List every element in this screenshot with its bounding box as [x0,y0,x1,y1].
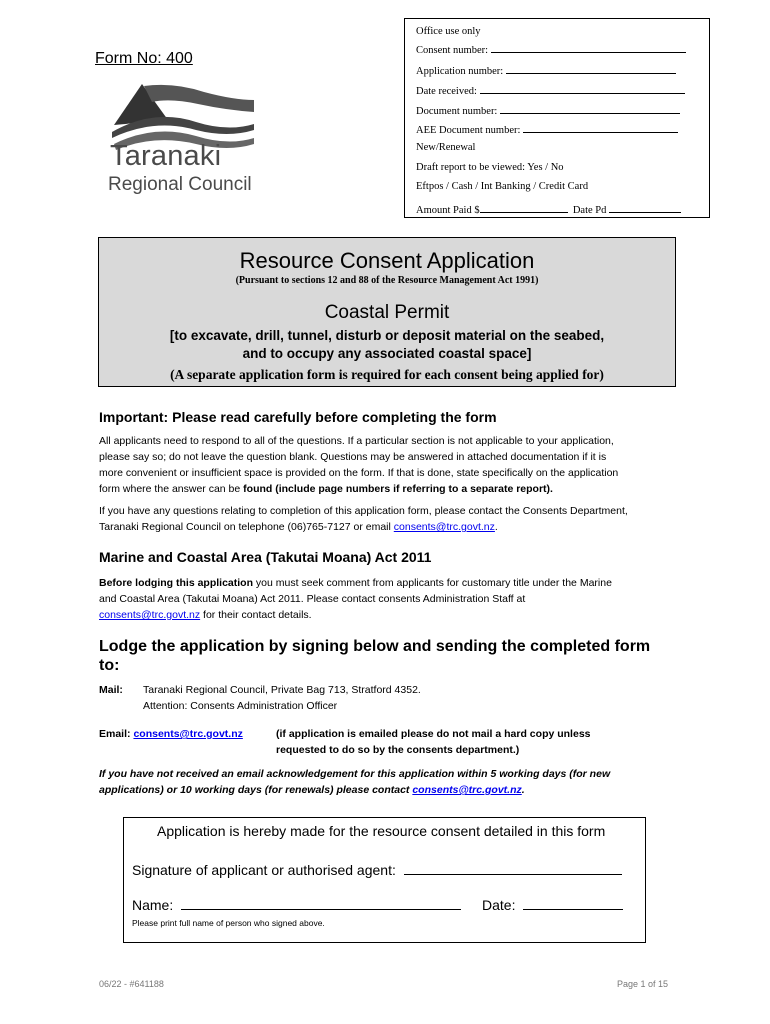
consent-number-field[interactable] [491,42,686,53]
signature-intro: Application is hereby made for the resource consent detailed in this form [157,823,606,839]
logo-text-regional-council: Regional Council [108,174,252,195]
date-pd-label: Date Pd [572,205,607,216]
email-note-line2: requested to do so by the consents department.) [276,744,520,756]
office-heading: Office use only [416,26,481,37]
signature-row [132,861,622,878]
consent-number-label: Consent number: [416,45,489,56]
marine-line3-text: for their contact details. [200,609,312,621]
pursuant-note: (Pursuant to sections 12 and 88 of the Resource Management Act 1991) [235,275,539,286]
lodge-heading-line2: to: [99,657,120,674]
office-use-box [404,18,710,218]
important-heading: Important: Please read carefully before completing the form [99,409,497,425]
marine-email-link[interactable]: consents@trc.govt.nz [99,609,201,621]
ack-line2-text: applications) or 10 working days (for renewals) please contact [99,784,413,796]
permit-type: Coastal Permit [324,302,450,323]
payment-methods: Eftpos / Cash / Int Banking / Credit Card [416,181,589,192]
amount-paid-label: Amount Paid $ [416,205,480,216]
lodge-email-link[interactable]: consents@trc.govt.nz [133,728,243,740]
draft-report: Draft report to be viewed: Yes / No [416,162,564,173]
consent-number-row [416,42,686,56]
email-label: Email: [99,728,134,740]
marine-paragraph [99,575,612,623]
date-label: Date: [482,897,516,913]
ack-line1: If you have not received an email acknowledgement for this application within 5 working days (for new [99,768,611,780]
aee-document-number-field[interactable] [523,122,678,133]
form-number: Form No: 400 [95,50,193,67]
new-renewal: New/Renewal [416,142,476,153]
date-received-label: Date received: [416,86,477,97]
important-p1-line1: All applicants need to respond to all of the questions. If a particular section is not applicable to your application, [99,435,614,447]
footer-page-number: Page 1 of 15 [617,979,669,989]
email-note-line1: (if application is emailed please do not mail a hard copy unless [276,728,591,740]
important-p2-period: . [494,521,498,533]
ack-line2 [99,782,610,798]
ack-email-link[interactable]: consents@trc.govt.nz [412,784,522,796]
permit-scope [99,327,675,363]
date-row [482,896,623,913]
name-field[interactable] [181,896,461,910]
marine-line1-bold: Before lodging this application [99,577,254,589]
footer-doc-ref: 06/22 - #641188 [99,979,164,989]
document-number-row [416,103,680,117]
mail-line2: Attention: Consents Administration Officer [143,700,338,712]
application-number-field[interactable] [506,63,676,74]
email-row [99,726,243,742]
name-label: Name: [132,897,174,913]
marine-line3 [99,607,612,623]
marine-heading: Marine and Coastal Area (Takutai Moana) Act 2011 [99,549,432,565]
application-number-label: Application number: [416,66,504,77]
lodge-heading-line1: Lodge the application by signing below and sending the completed form [99,638,651,655]
important-paragraph-2 [99,503,628,535]
application-number-row [416,63,676,77]
signature-box [123,817,646,943]
aee-document-number-label: AEE Document number: [416,125,521,136]
ack-period: . [521,784,525,796]
date-received-row [416,83,685,97]
date-field[interactable] [523,896,623,910]
signature-label: Signature of applicant or authorised agent: [132,862,396,878]
important-p2-line1: If you have any questions relating to completion of this application form, please contact the Consents Department, [99,505,628,517]
consents-email-link[interactable]: consents@trc.govt.nz [393,521,495,533]
date-received-field[interactable] [480,83,685,94]
name-row [132,896,461,913]
important-p1-line3: more convenient or insufficient space is provided on the form. If that is done, state specifically on the application [99,467,619,479]
separate-application-note: (A separate application form is required for each consent being applied for) [170,367,604,382]
page-title: Resource Consent Application [239,248,535,273]
important-p1-line4-bold: found (include page numbers if referring to a separate report). [243,483,553,495]
document-number-label: Document number: [416,106,498,117]
permit-scope-line2: and to occupy any associated coastal space] [242,346,532,361]
acknowledgement-note [99,766,610,798]
aee-document-number-row [416,122,678,136]
important-paragraph-1 [99,433,618,497]
mail-address [143,682,421,714]
important-p1-line2: please say so; do not leave the question blank. Questions may be answered in attached documentation if it is [99,451,607,463]
signature-field[interactable] [404,861,622,875]
important-p1-line4 [99,481,618,497]
email-note [276,726,591,758]
title-box [98,237,676,387]
permit-scope-line1: [to excavate, drill, tunnel, disturb or deposit material on the seabed, [169,328,605,343]
important-p2-line2 [99,519,628,535]
marine-line1-text: you must seek comment from applicants for customary title under the Marine [253,577,612,589]
date-pd-field[interactable] [609,202,681,213]
lodge-heading [99,637,650,675]
marine-line2: and Coastal Area (Takutai Moana) Act 2011. Please contact consents Administration Staff at [99,593,526,605]
document-number-field[interactable] [500,103,680,114]
important-p1-line4-text: form where the answer can be [99,483,244,495]
important-p2-line2-text: Taranaki Regional Council on telephone (06)765-7127 or email [99,521,394,533]
mail-line1: Taranaki Regional Council, Private Bag 713, Stratford 4352. [143,684,421,696]
marine-line1 [99,575,612,591]
print-name-note: Please print full name of person who signed above. [132,918,325,928]
mail-label: Mail: [99,684,123,696]
amount-paid-row [416,202,681,216]
amount-paid-field[interactable] [480,202,568,213]
logo-text-taranaki: Taranaki [110,140,222,172]
